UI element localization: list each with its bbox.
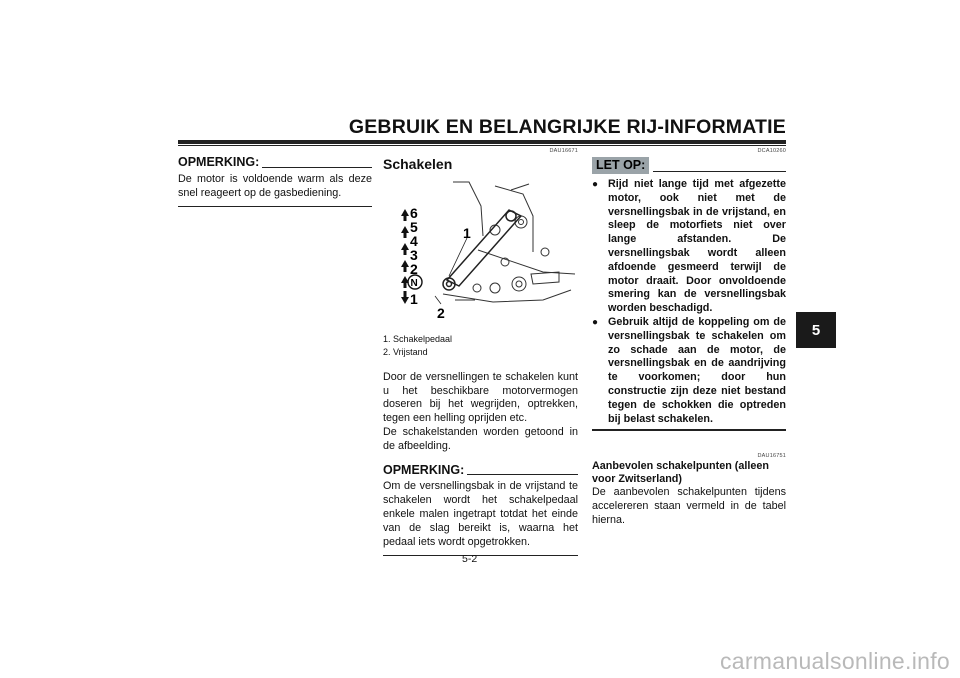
watermark: carmanualsonline.info xyxy=(719,648,950,674)
gear-label-1: 1 xyxy=(410,291,418,307)
callout-2: 2 xyxy=(437,305,445,321)
note-end-rule xyxy=(178,206,372,207)
warning-heading-rule xyxy=(653,171,786,172)
column-1 xyxy=(178,156,372,207)
note-title: OPMERKING: xyxy=(383,462,465,477)
warning-item xyxy=(592,316,786,426)
header-rule xyxy=(178,140,786,146)
subsection-code: DAU16751 xyxy=(757,453,786,460)
column-3 xyxy=(592,148,786,528)
note-heading-rule xyxy=(467,474,578,475)
section-code: DAU16671 xyxy=(549,148,578,154)
gear-label-4: 4 xyxy=(410,233,418,249)
bike-frame-drawing xyxy=(443,182,575,302)
note-end-rule xyxy=(383,555,578,556)
caption-2: 2. Vrijstand xyxy=(383,346,428,357)
bullet-icon: ● xyxy=(592,179,599,190)
section-title: Schakelen xyxy=(383,156,453,172)
gear-label-3: 3 xyxy=(410,247,418,263)
figure-captions xyxy=(383,333,578,359)
gear-label-2: 2 xyxy=(410,261,418,277)
warning-badge: LET OP: xyxy=(592,157,649,174)
paragraph-1: Door de versnellingen te schakelen kunt u het beschikbare motorvermogen doseren bij het wegrijden, optrekken, tegen een helling oprijden etc. xyxy=(383,370,578,425)
callout-1: 1 xyxy=(463,225,471,241)
warning-item xyxy=(592,178,786,316)
gear-arrows xyxy=(401,209,409,304)
column-2 xyxy=(383,148,578,556)
note-text: Om de versnellingsbak in de vrijstand te schakelen wordt het schakelpedaal enkele malen ingetrapt totdat het einde van de slag bereikt is, waarna het pedaal iets wordt opgetrokken. xyxy=(383,480,578,548)
note-heading-rule xyxy=(262,167,372,168)
chapter-tab[interactable]: 5 xyxy=(796,312,836,348)
note-heading xyxy=(178,156,372,170)
note-text: De motor is voldoende warm als deze snel reageert op de gasbediening. xyxy=(178,172,372,199)
warning-code: DCA10260 xyxy=(757,148,786,154)
warning-end-rule xyxy=(592,429,786,431)
gear-label-5: 5 xyxy=(410,219,418,235)
note-title: OPMERKING: xyxy=(178,155,260,169)
gear-label-6: 6 xyxy=(410,205,418,221)
body-text xyxy=(383,371,578,454)
warning-text: Rijd niet lange tijd met afgezette motor, ook niet met de versnellingsbak in de vrijstand, en sleep de motorfiets niet over lange afstanden. De versnellingsbak wordt alleen afdoende gesmeerd terwijl de motor draait. Door onvoldoende smering kan de versnellingsbak worden beschadigd. xyxy=(608,178,786,315)
gear-label-n: N xyxy=(410,278,418,289)
warning-list xyxy=(592,178,786,426)
warning-text: Gebruik altijd de koppeling om de versnellingsbak te schakelen om zo schade aan de motor, de versnellingsbak en de aandrijving te voorkomen; door hun constructie zijn deze niet bestand tegen de schokken die optreden bij belast schakelen. xyxy=(608,315,786,425)
subsection-text: De aanbevolen schakelpunten tijdens accelereren staan vermeld in de tabel hierna. xyxy=(592,486,786,526)
warning-heading xyxy=(592,157,786,174)
bullet-icon: ● xyxy=(592,316,599,328)
note-heading xyxy=(383,464,578,478)
note-block xyxy=(383,464,578,557)
subsection-title: Aanbevolen schakelpunten (alleen voor Zwitserland) xyxy=(592,460,769,486)
paragraph-2: De schakelstanden worden getoond in de afbeelding. xyxy=(383,425,578,452)
caption-1: 1. Schakelpedaal xyxy=(383,333,453,344)
page-header-title: GEBRUIK EN BELANGRIJKE RIJ-INFORMATIE xyxy=(348,116,786,138)
page-number: 5-2 xyxy=(462,553,478,565)
gear-shift-figure xyxy=(383,176,578,324)
